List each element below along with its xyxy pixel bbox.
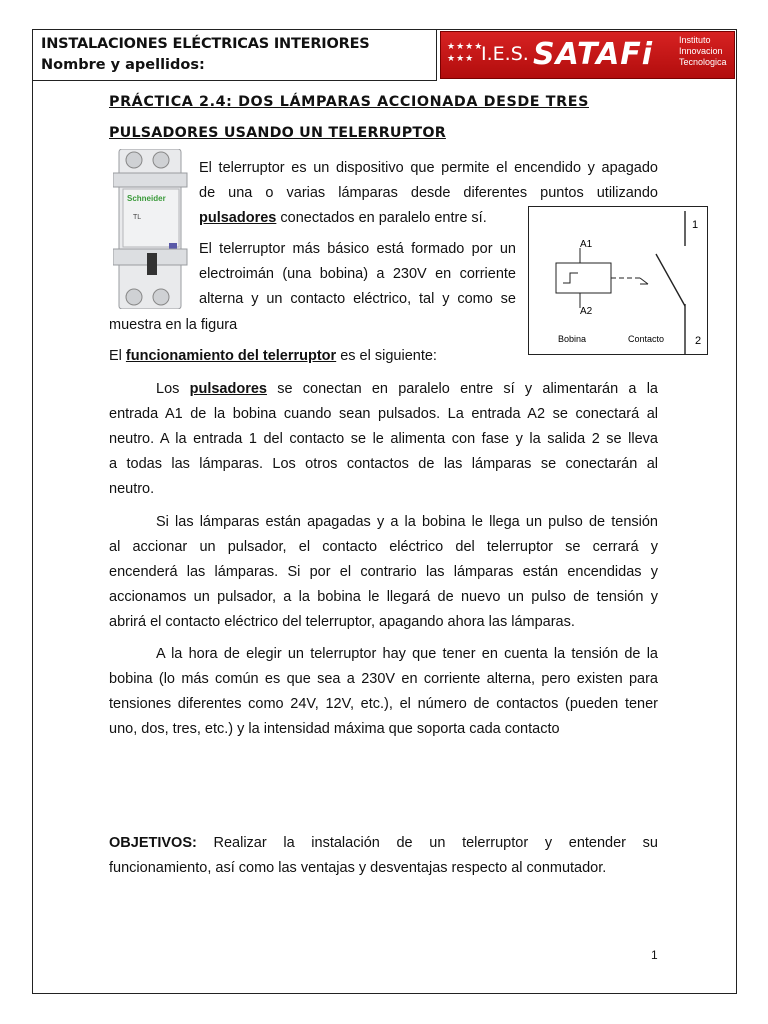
pulsadores-link-2[interactable]: pulsadores: [189, 381, 267, 397]
objectives-paragraph: OBJETIVOS: Realizar la instalación de un telerruptor y entender su funcionamiento, así como las ventajas y desventajas respecto al conmutador.: [109, 835, 658, 876]
paragraph-funcionamiento: Si las lámparas están apagadas y a la bobina le llega un pulso de tensión al accionar un pulsador, el contacto eléctrico del telerruptor se cerrará y encenderá las lámparas. Si por el contrario las lámparas están encendidas y accionamos un pulsador, a la bobina le llegará de nuevo un pulso de tensión y abrirá el contacto eléctrico del telerruptor, apagando ahora las lámparas.: [109, 514, 658, 630]
contact-label: Contacto: [628, 334, 665, 344]
telerruptor-photo: [113, 149, 192, 309]
practice-title-line2: PULSADORES USANDO UN TELERRUPTOR: [109, 125, 446, 141]
paragraph-pulsadores: Los pulsadores se conectan en paralelo entre sí y alimentarán a la entrada A1 de la bobina cuando sean pulsados. La entrada A2 se conectará al neutro. A la entrada 1 del contacto se le alimenta con fase y la salida 2 se lleva a todas las lámparas. Los otros contactos de las lámparas se conectarán al neutro.: [109, 381, 658, 497]
page-number: 1: [651, 948, 658, 962]
brand-label: Schneider: [127, 194, 166, 203]
intro-paragraph-3: El funcionamiento del telerruptor es el siguiente:: [109, 348, 437, 364]
intro-paragraph-1: El telerruptor es un dispositivo que permite el encendido y apagado de una o varias lámparas desde diferentes puntos utilizando pulsadores conectados en paralelo entre sí.: [199, 160, 658, 226]
terminal-2-label: 2: [695, 335, 702, 347]
coil-label: Bobina: [558, 334, 587, 344]
header-info-box: [32, 29, 437, 81]
school-logo: [440, 31, 735, 79]
practice-title-line1: PRÁCTICA 2.4: DOS LÁMPARAS ACCIONADA DESDE TRES: [109, 94, 589, 110]
logo-stars: ★★★★ ★★★: [447, 41, 484, 63]
course-title: INSTALACIONES ELÉCTRICAS INTERIORES: [41, 36, 370, 52]
terminal-1-label: 1: [692, 219, 699, 231]
logo-ies: I.E.S.: [481, 43, 529, 65]
model-label: TL: [133, 214, 142, 221]
intro-paragraph-2-end: muestra en la figura: [109, 317, 238, 333]
a1-label: A1: [580, 239, 593, 250]
pulsadores-link[interactable]: pulsadores: [199, 210, 277, 226]
logo-name: SATAFi: [533, 37, 654, 72]
name-label: Nombre y apellidos:: [41, 57, 205, 73]
logo-subtitle: Instituto Innovacion Tecnologica: [679, 35, 727, 67]
a2-label: A2: [580, 306, 593, 317]
objectives-label: OBJETIVOS:: [109, 835, 197, 851]
telerruptor-diagram: [528, 206, 708, 355]
intro-paragraph-2: El telerruptor más básico está formado por un electroimán (una bobina) a 230V en corriente alterna y un contacto eléctrico, tal y como se: [199, 241, 516, 307]
paragraph-eleccion: A la hora de elegir un telerruptor hay que tener en cuenta la tensión de la bobina (lo más común es que sea a 230V en corriente alterna, pero existen para tensiones diferentes como 24V, 12V, etc.), el número de contactos (pueden tener uno, dos, tres, etc.) y la intensidad máxima que soporta cada contacto: [109, 646, 658, 737]
funcionamiento-link[interactable]: funcionamiento del telerruptor: [125, 348, 337, 364]
